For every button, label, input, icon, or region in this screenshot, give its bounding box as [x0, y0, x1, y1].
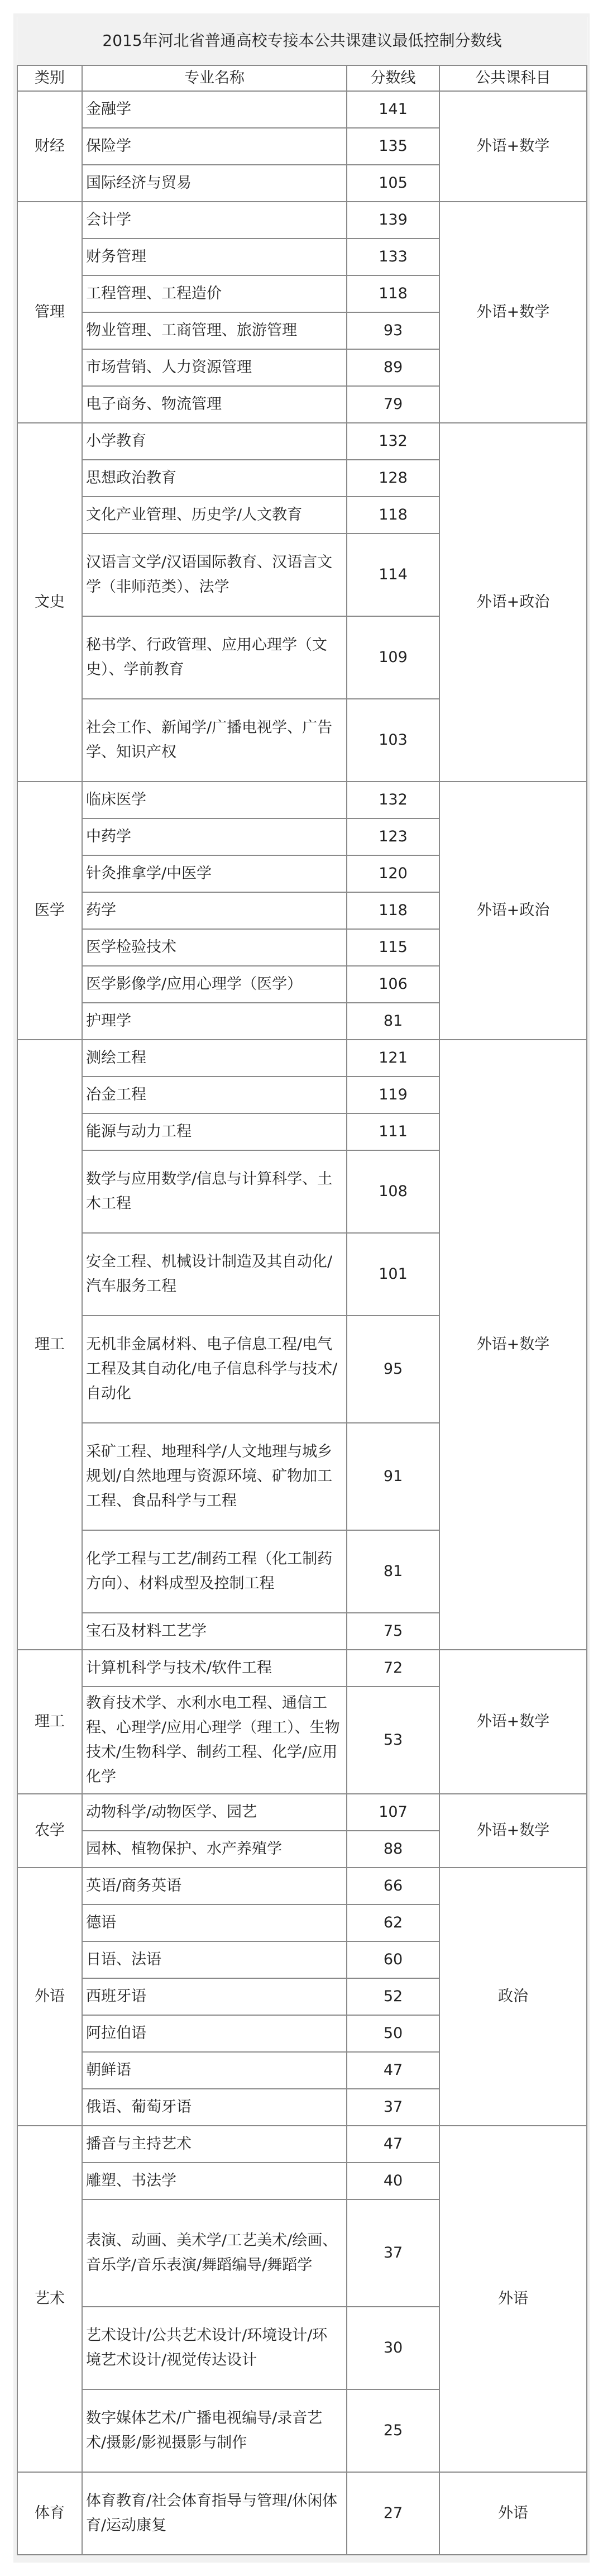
score-cell: 93 [347, 312, 439, 349]
major-name: 播音与主持艺术 [86, 2135, 192, 2153]
table-row [17, 91, 587, 128]
score-cell: 111 [347, 1113, 439, 1150]
major-name: 工程管理、工程造价 [86, 285, 222, 302]
category-cell: 理工 [17, 1650, 82, 1794]
score-cell: 115 [347, 929, 439, 966]
major-name-cell [82, 1423, 347, 1530]
score-cell: 50 [347, 2015, 439, 2052]
table-row [17, 1040, 587, 1077]
major-name: 思想政治教育 [86, 469, 176, 487]
major-name-cell [82, 2052, 347, 2089]
major-name: 医学检验技术 [86, 939, 176, 956]
score-cell: 81 [347, 1530, 439, 1613]
major-name: 电子商务、物流管理 [86, 396, 222, 413]
major-name-cell [82, 1316, 347, 1423]
major-name: 医学影像学/应用心理学（医学） [86, 975, 303, 993]
score-cell: 27 [347, 2472, 439, 2555]
score-cell: 121 [347, 1040, 439, 1077]
major-name: 无机非金属材料、电子信息工程/电气工程及其自动化/电子信息科学与技术/自动化 [86, 1336, 338, 1402]
category-cell: 农学 [17, 1794, 82, 1868]
major-name: 表演、动画、美术学/工艺美术/绘画、音乐学/音乐表演/舞蹈编导/舞蹈学 [86, 2232, 338, 2274]
score-cell: 60 [347, 1941, 439, 1978]
major-name-cell [82, 1530, 347, 1613]
major-name: 阿拉伯语 [86, 2025, 146, 2042]
category-cell: 理工 [17, 1040, 82, 1650]
major-name: 物业管理、工商管理、旅游管理 [86, 322, 297, 339]
major-name: 英语/商务英语 [86, 1877, 182, 1894]
major-name-cell [82, 349, 347, 386]
score-cell: 106 [347, 966, 439, 1003]
score-cell: 79 [347, 386, 439, 423]
major-name: 艺术设计/公共艺术设计/环境设计/环境艺术设计/视觉传达设计 [86, 2327, 328, 2369]
score-cell: 89 [347, 349, 439, 386]
table-row [17, 1794, 587, 1831]
major-name: 数字媒体艺术/广播电视编导/录音艺术/摄影/影视摄影与制作 [86, 2410, 323, 2451]
score-cell: 88 [347, 1831, 439, 1868]
major-name: 中药学 [86, 828, 131, 845]
score-cell: 62 [347, 1904, 439, 1941]
major-name: 俄语、葡萄牙语 [86, 2098, 192, 2116]
score-table [17, 17, 587, 2555]
major-name: 冶金工程 [86, 1086, 146, 1103]
score-cell: 81 [347, 1003, 439, 1040]
major-name-cell [82, 1904, 347, 1941]
score-cell: 25 [347, 2389, 439, 2472]
score-cell: 30 [347, 2307, 439, 2389]
major-name: 计算机科学与技术/软件工程 [86, 1659, 272, 1677]
major-name-cell [82, 616, 347, 699]
column-header-major: 专业名称 [82, 65, 347, 91]
major-name-cell [82, 2199, 347, 2307]
major-name-cell [82, 2163, 347, 2199]
header-row [17, 65, 587, 91]
major-name-cell [82, 460, 347, 497]
table-row [17, 2472, 587, 2555]
major-name: 秘书学、行政管理、应用心理学（文史）、学前教育 [86, 636, 327, 678]
major-name: 针灸推拿学/中医学 [86, 865, 212, 882]
major-name: 市场营销、人力资源管理 [86, 359, 252, 376]
major-name: 保险学 [86, 137, 131, 155]
major-name-cell [82, 497, 347, 534]
major-name-cell [82, 966, 347, 1003]
public-subjects-cell: 外语 [439, 2126, 587, 2472]
major-name: 德语 [86, 1914, 116, 1931]
major-name-cell [82, 929, 347, 966]
major-name-cell [82, 1150, 347, 1233]
major-name: 教育技术学、水利水电工程、通信工程、心理学/应用心理学（理工）、生物技术/生物科学、制药工程、化学/应用化学 [86, 1694, 340, 1785]
major-name-cell [82, 1003, 347, 1040]
major-name: 雕塑、书法学 [86, 2172, 176, 2189]
major-name: 财务管理 [86, 248, 146, 265]
major-name-cell [82, 892, 347, 929]
major-name: 国际经济与贸易 [86, 174, 192, 192]
public-subjects-cell: 外语+政治 [439, 782, 587, 1040]
major-name: 西班牙语 [86, 1988, 146, 2005]
major-name-cell [82, 2472, 347, 2555]
major-name-cell [82, 1794, 347, 1831]
score-cell: 135 [347, 128, 439, 165]
major-name-cell [82, 2126, 347, 2163]
major-name-cell [82, 1650, 347, 1687]
major-name-cell [82, 1077, 347, 1113]
category-cell: 医学 [17, 782, 82, 1040]
score-cell: 107 [347, 1794, 439, 1831]
column-header-public-subjects: 公共课科目 [439, 65, 587, 91]
major-name: 园林、植物保护、水产养殖学 [86, 1840, 282, 1858]
major-name: 能源与动力工程 [86, 1123, 192, 1140]
public-subjects-cell: 外语+数学 [439, 1650, 587, 1794]
major-name-cell [82, 1687, 347, 1794]
category-cell: 财经 [17, 91, 82, 202]
major-name-cell [82, 2089, 347, 2126]
score-cell: 132 [347, 782, 439, 818]
score-cell: 114 [347, 534, 439, 616]
score-cell: 91 [347, 1423, 439, 1530]
major-name-cell [82, 91, 347, 128]
major-name-cell [82, 2307, 347, 2389]
score-cell: 141 [347, 91, 439, 128]
score-cell: 37 [347, 2199, 439, 2307]
major-name: 采矿工程、地理科学/人文地理与城乡规划/自然地理与资源环境、矿物加工工程、食品科学与工程 [86, 1443, 333, 1510]
major-name-cell [82, 1941, 347, 1978]
score-cell: 118 [347, 892, 439, 929]
score-cell: 66 [347, 1868, 439, 1904]
column-header-score: 分数线 [347, 65, 439, 91]
major-name: 化学工程与工艺/制药工程（化工制药方向）、材料成型及控制工程 [86, 1550, 333, 1592]
major-name: 动物科学/动物医学、园艺 [86, 1803, 257, 1821]
score-cell: 52 [347, 1978, 439, 2015]
public-subjects-cell: 外语 [439, 2472, 587, 2555]
major-name: 日语、法语 [86, 1951, 161, 1968]
table-row [17, 782, 587, 818]
score-cell: 132 [347, 423, 439, 460]
major-name-cell [82, 1113, 347, 1150]
score-cell: 40 [347, 2163, 439, 2199]
score-cell: 72 [347, 1650, 439, 1687]
major-name-cell [82, 165, 347, 202]
category-cell: 管理 [17, 202, 82, 423]
major-name-cell [82, 386, 347, 423]
score-cell: 109 [347, 616, 439, 699]
score-cell: 75 [347, 1613, 439, 1650]
major-name: 金融学 [86, 101, 131, 118]
score-cell: 119 [347, 1077, 439, 1113]
major-name-cell [82, 1233, 347, 1316]
score-cell: 95 [347, 1316, 439, 1423]
major-name: 朝鲜语 [86, 2061, 131, 2079]
major-name-cell [82, 2015, 347, 2052]
major-name: 测绘工程 [86, 1049, 146, 1066]
major-name: 临床医学 [86, 791, 146, 808]
public-subjects-cell: 政治 [439, 1868, 587, 2126]
major-name: 体育教育/社会体育指导与管理/休闲体育/运动康复 [86, 2492, 338, 2534]
major-name-cell [82, 818, 347, 855]
major-name: 药学 [86, 902, 116, 919]
major-name-cell [82, 534, 347, 616]
major-name-cell [82, 312, 347, 349]
major-name-cell [82, 699, 347, 782]
major-name-cell [82, 2389, 347, 2472]
score-cell: 105 [347, 165, 439, 202]
major-name-cell [82, 1868, 347, 1904]
major-name: 社会工作、新闻学/广播电视学、广告学、知识产权 [86, 719, 333, 761]
table-title: 2015年河北省普通高校专接本公共课建议最低控制分数线 [17, 17, 587, 65]
score-cell: 47 [347, 2126, 439, 2163]
table-row [17, 202, 587, 239]
major-name-cell [82, 239, 347, 275]
major-name: 汉语言文学/汉语国际教育、汉语言文学（非师范类）、法学 [86, 554, 333, 596]
category-cell: 艺术 [17, 2126, 82, 2472]
major-name-cell [82, 855, 347, 892]
major-name: 数学与应用数学/信息与计算科学、土木工程 [86, 1170, 333, 1212]
major-name: 小学教育 [86, 432, 146, 450]
score-cell: 37 [347, 2089, 439, 2126]
major-name: 宝石及材料工艺学 [86, 1622, 207, 1640]
score-cell: 120 [347, 855, 439, 892]
score-cell: 139 [347, 202, 439, 239]
major-name-cell [82, 782, 347, 818]
category-cell: 体育 [17, 2472, 82, 2555]
public-subjects-cell: 外语+数学 [439, 202, 587, 423]
score-cell: 118 [347, 497, 439, 534]
major-name-cell [82, 128, 347, 165]
major-name-cell [82, 1040, 347, 1077]
public-subjects-cell: 外语+数学 [439, 91, 587, 202]
major-name-cell [82, 1831, 347, 1868]
major-name: 文化产业管理、历史学/人文教育 [86, 506, 303, 523]
major-name: 安全工程、机械设计制造及其自动化/汽车服务工程 [86, 1253, 333, 1295]
table-row [17, 423, 587, 460]
score-cell: 103 [347, 699, 439, 782]
category-cell: 文史 [17, 423, 82, 782]
column-header-category: 类别 [17, 65, 82, 91]
public-subjects-cell: 外语+数学 [439, 1794, 587, 1868]
public-subjects-cell: 外语+数学 [439, 1040, 587, 1650]
score-cell: 118 [347, 275, 439, 312]
major-name-cell [82, 1613, 347, 1650]
major-name: 护理学 [86, 1012, 131, 1030]
category-cell: 外语 [17, 1868, 82, 2126]
major-name-cell [82, 202, 347, 239]
table-row [17, 1650, 587, 1687]
score-cell: 123 [347, 818, 439, 855]
score-cell: 53 [347, 1687, 439, 1794]
score-cell: 108 [347, 1150, 439, 1233]
major-name-cell [82, 1978, 347, 2015]
major-name-cell [82, 423, 347, 460]
score-cell: 101 [347, 1233, 439, 1316]
score-cell: 128 [347, 460, 439, 497]
table-row [17, 2126, 587, 2163]
public-subjects-cell: 外语+政治 [439, 423, 587, 782]
table-row [17, 1868, 587, 1904]
major-name: 会计学 [86, 211, 131, 228]
score-cell: 133 [347, 239, 439, 275]
major-name-cell [82, 275, 347, 312]
score-cell: 47 [347, 2052, 439, 2089]
